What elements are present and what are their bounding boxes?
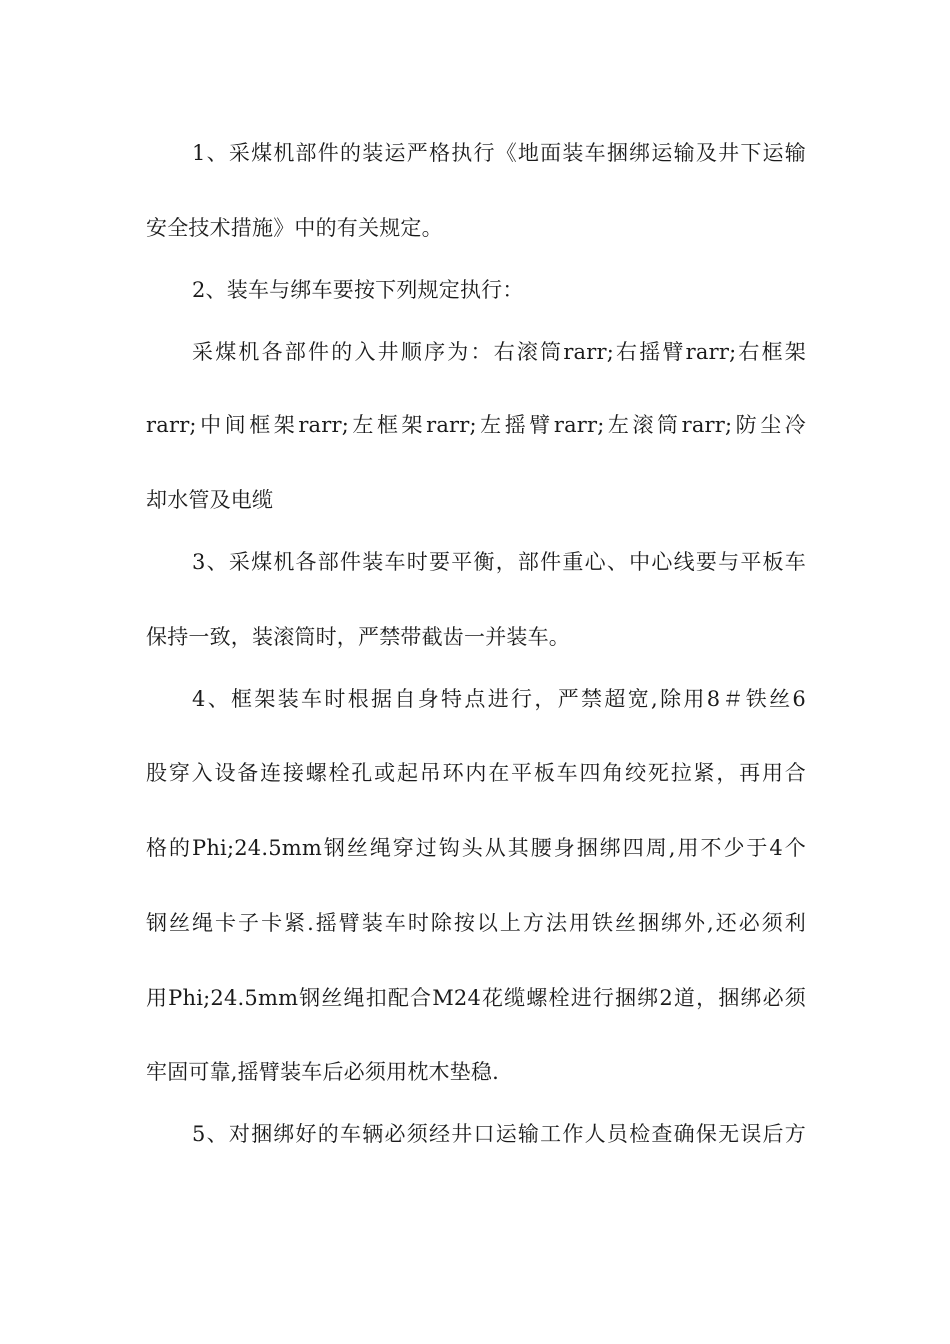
paragraph-5-line-4: 钢丝绳卡子卡紧.摇臂装车时除按以上方法用铁丝捆绑外,还必须利 [146,911,806,935]
paragraph-2-line-1: 2、装车与绑车要按下列规定执行： [192,278,524,302]
paragraph-1-line-1: 1、采煤机部件的装运严格执行《地面装车捆绑运输及井下运输 [192,141,806,165]
paragraph-3-line-1: 采煤机各部件的入井顺序为：右滚筒rarr;右摇臂rarr;右框架 [192,340,806,364]
paragraph-4-line-1: 3、采煤机各部件装车时要平衡，部件重心、中心线要与平板车 [192,550,806,574]
paragraph-5-line-1: 4、框架装车时根据自身特点进行，严禁超宽,除用8＃铁丝6 [192,687,806,711]
paragraph-4-line-2: 保持一致，装滚筒时，严禁带截齿一并装车。 [146,625,570,649]
paragraph-5-line-6: 牢固可靠,摇臂装车后必须用枕木垫稳. [146,1060,499,1084]
paragraph-3-line-3: 却水管及电缆 [146,488,274,512]
paragraph-5-line-2: 股穿入设备连接螺栓孔或起吊环内在平板车四角绞死拉紧，再用合 [146,761,806,785]
paragraph-5-line-3: 格的Phi;24.5mm钢丝绳穿过钩头从其腰身捆绑四周,用不少于4个 [146,836,806,860]
paragraph-6-line-1: 5、对捆绑好的车辆必须经井口运输工作人员检查确保无误后方 [192,1122,806,1146]
paragraph-3-line-2: rarr;中间框架rarr;左框架rarr;左摇臂rarr;左滚筒rarr;防尘冷 [146,413,806,437]
paragraph-5-line-5: 用Phi;24.5mm钢丝绳扣配合M24花缆螺栓进行捆绑2道，捆绑必须 [146,986,806,1010]
paragraph-1-line-2: 安全技术措施》中的有关规定。 [146,216,443,240]
